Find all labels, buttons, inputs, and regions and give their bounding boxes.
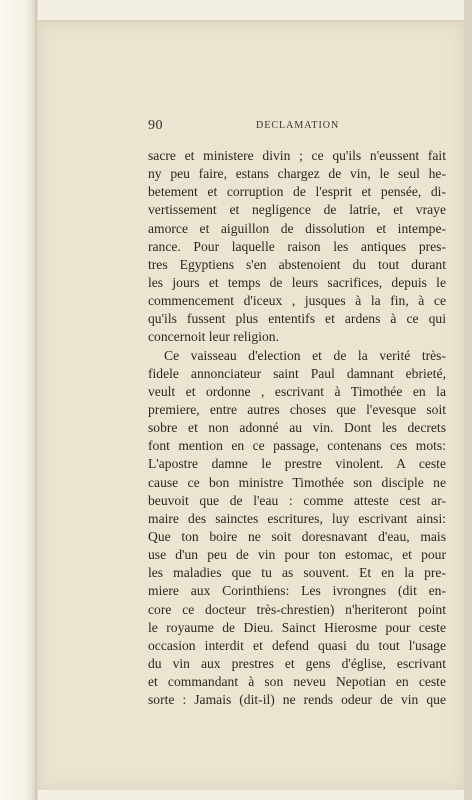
body-text xyxy=(148,147,446,709)
text-line: qu'ils fussent plus ententifs et ardens à ce qui xyxy=(148,311,446,327)
text-line: rance. Pour laquelle raison les antiques pres- xyxy=(148,238,446,254)
text-line: les jours et temps de leurs sacrifices, depuis le xyxy=(148,274,446,290)
text-line: miere aux Corinthiens: Les ivrongnes (dit en- xyxy=(148,583,446,599)
running-title: DECLAMATION xyxy=(256,120,340,131)
text-line: occasion interdit et defend quasi du tout l'usage xyxy=(148,637,446,653)
page-number: 90 xyxy=(148,118,163,133)
text-line: amorce et aiguillon de dissolution et intempe- xyxy=(148,220,446,236)
page-right-edge xyxy=(464,0,472,800)
text-line: Que ton boire ne soit doresnavant d'eau, mais xyxy=(148,528,446,544)
text-line: betement et corruption de l'esprit et pensée, di- xyxy=(148,184,446,200)
text-line: L'apostre damne le prestre vinolent. A ceste xyxy=(148,456,446,472)
text-line: sobre et non adonné au vin. Dont les decrets xyxy=(148,420,446,436)
text-line: maire des sainctes escritures, luy escrivant ainsi: xyxy=(148,510,446,526)
text-line: et commandant à son neveu Nepotian en ceste xyxy=(148,674,446,690)
page-gutter xyxy=(0,0,38,800)
text-line: fidele annonciateur saint Paul damnant ebrieté, xyxy=(148,365,446,381)
text-line: ny peu faire, estans chargez de vin, le seul he- xyxy=(148,166,446,182)
text-line: du vin aux prestres et gens d'église, escrivant xyxy=(148,655,446,671)
text-line: core ce docteur très-chrestien) n'heriteront point xyxy=(148,601,446,617)
text-line: le royaume de Dieu. Sainct Hierosme pour ceste xyxy=(148,619,446,635)
text-line: sorte : Jamais (dit-il) ne rends odeur de vin que xyxy=(148,692,446,708)
text-line: concernoit leur religion. xyxy=(148,329,279,345)
text-line: vertissement et negligence de latrie, et vraye xyxy=(148,202,446,218)
text-line: les maladies que tu as souvent. Et en la pre- xyxy=(148,565,446,581)
text-line: premiere, entre autres choses que l'evesque soit xyxy=(148,401,446,417)
text-line: cause ce bon ministre Timothée son disciple ne xyxy=(148,474,446,490)
text-line: commencement d'iceux , jusques à la fin, à ce xyxy=(148,293,446,309)
text-line: Ce vaisseau d'election et de la verité très- xyxy=(164,347,446,363)
text-line: tres Egyptiens s'en abstenoient du tout durant xyxy=(148,256,446,272)
text-line: use d'un peu de vin pour ton estomac, et pour xyxy=(148,547,446,563)
text-line: beuvoit que de l'eau : comme atteste cest ar- xyxy=(148,492,446,508)
text-line: font mention en ce passage, contenans ces mots: xyxy=(148,438,446,454)
text-line: sacre et ministere divin ; ce qu'ils n'eussent fait xyxy=(148,148,446,163)
text-line: veult et ordonne , escrivant à Timothée en la xyxy=(148,383,446,399)
page-header xyxy=(148,118,446,134)
